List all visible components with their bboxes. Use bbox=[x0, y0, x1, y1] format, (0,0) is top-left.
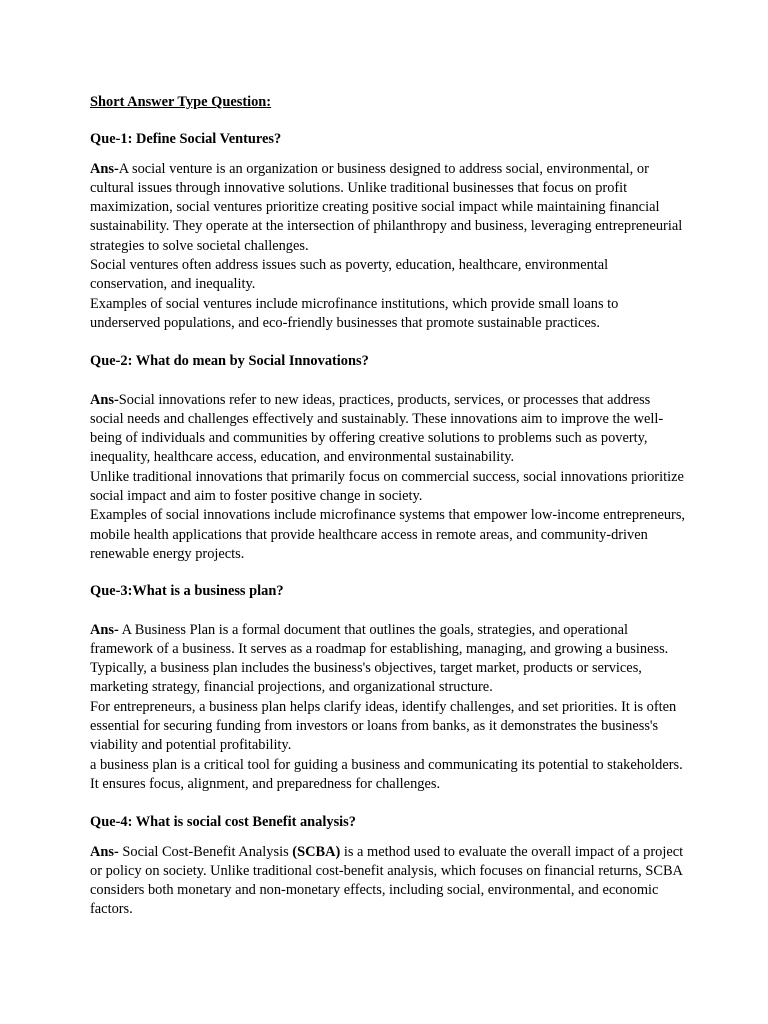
document-page bbox=[90, 93, 686, 920]
answer-4-acronym: (SCBA) bbox=[292, 843, 341, 860]
answer-3-paragraph-2: For entrepreneurs, a business plan helps clarify ideas, identify challenges, and set priorities. It is often essential for securing funding from investors or loans from banks, as it demonstrates the business's viability and potential profitability. bbox=[90, 698, 677, 754]
answer-4 bbox=[90, 843, 686, 920]
answer-1-paragraph-2: Social ventures often address issues such as poverty, education, healthcare, environmental conservation, and inequality. bbox=[90, 257, 609, 293]
answer-1 bbox=[90, 160, 686, 334]
section-heading: Short Answer Type Question: bbox=[90, 94, 272, 110]
answer-label: Ans- bbox=[90, 391, 119, 408]
answer-3 bbox=[90, 621, 686, 795]
question-1: Que-1: Define Social Ventures? bbox=[90, 131, 282, 148]
answer-2-paragraph-3: Examples of social innovations include microfinance systems that empower low-income entrepreneurs, mobile health applications that provide healthcare access in remote areas, and community-driven renewable energy projects. bbox=[90, 507, 686, 562]
answer-label: Ans- bbox=[90, 160, 119, 177]
answer-3-paragraph-1 bbox=[90, 621, 686, 698]
answer-2-paragraph-1 bbox=[90, 391, 686, 468]
question-4: Que-4: What is social cost Benefit analysis? bbox=[90, 814, 356, 831]
answer-1-text-1: A social venture is an organization or business designed to address social, environmental, or cultural issues through innovative solutions. Unlike traditional businesses that focus on profit maximization, social ventures prioritize creating positive social impact while maintaining financial sustainability. They operate at the intersection of philanthropy and business, leveraging entrepreneurial strategies to solve societal challenges. bbox=[90, 160, 683, 254]
question-2: Que-2: What do mean by Social Innovations? bbox=[90, 353, 369, 370]
answer-label: Ans- bbox=[90, 621, 119, 638]
question-3: Que-3:What is a business plan? bbox=[90, 583, 284, 600]
answer-3-paragraph-3: a business plan is a critical tool for guiding a business and communicating its potential to stakeholders. It ensures focus, alignment, and preparedness for challenges. bbox=[90, 756, 683, 792]
answer-1-paragraph-3: Examples of social ventures include microfinance institutions, which provide small loans to underserved populations, and eco-friendly businesses that promote sustainable practices. bbox=[90, 295, 619, 331]
answer-2-text-1: Social innovations refer to new ideas, practices, products, services, or processes that address social needs and challenges effectively and sustainably. These innovations aim to improve the well-being of individuals and communities by offering creative solutions to problems such as poverty, inequality, healthcare access, education, and environmental sustainability. bbox=[90, 391, 664, 466]
answer-2 bbox=[90, 391, 686, 565]
answer-4-paragraph-1 bbox=[90, 843, 686, 920]
answer-label: Ans- bbox=[90, 843, 119, 860]
answer-4-text-start: Social Cost-Benefit Analysis bbox=[118, 843, 293, 860]
answer-2-paragraph-2: Unlike traditional innovations that primarily focus on commercial success, social innovations prioritize social impact and aim to foster positive change in society. bbox=[90, 468, 684, 505]
answer-4-text-end: is a method used to evaluate the overall impact of a project or policy on society. Unlike traditional cost-benefit analysis, which focuses on financial returns, SCBA considers both monetary and non-monetary effects, including social, environmental, and economic factors. bbox=[90, 843, 684, 918]
answer-1-paragraph-1 bbox=[90, 160, 686, 256]
answer-3-text-1: A Business Plan is a formal document that outlines the goals, strategies, and operational framework of a business. It serves as a roadmap for establishing, managing, and growing a business. Typically, a business plan includes the business's objectives, target market, products or services, marketing strategy, financial projections, and organizational structure. bbox=[90, 621, 669, 696]
